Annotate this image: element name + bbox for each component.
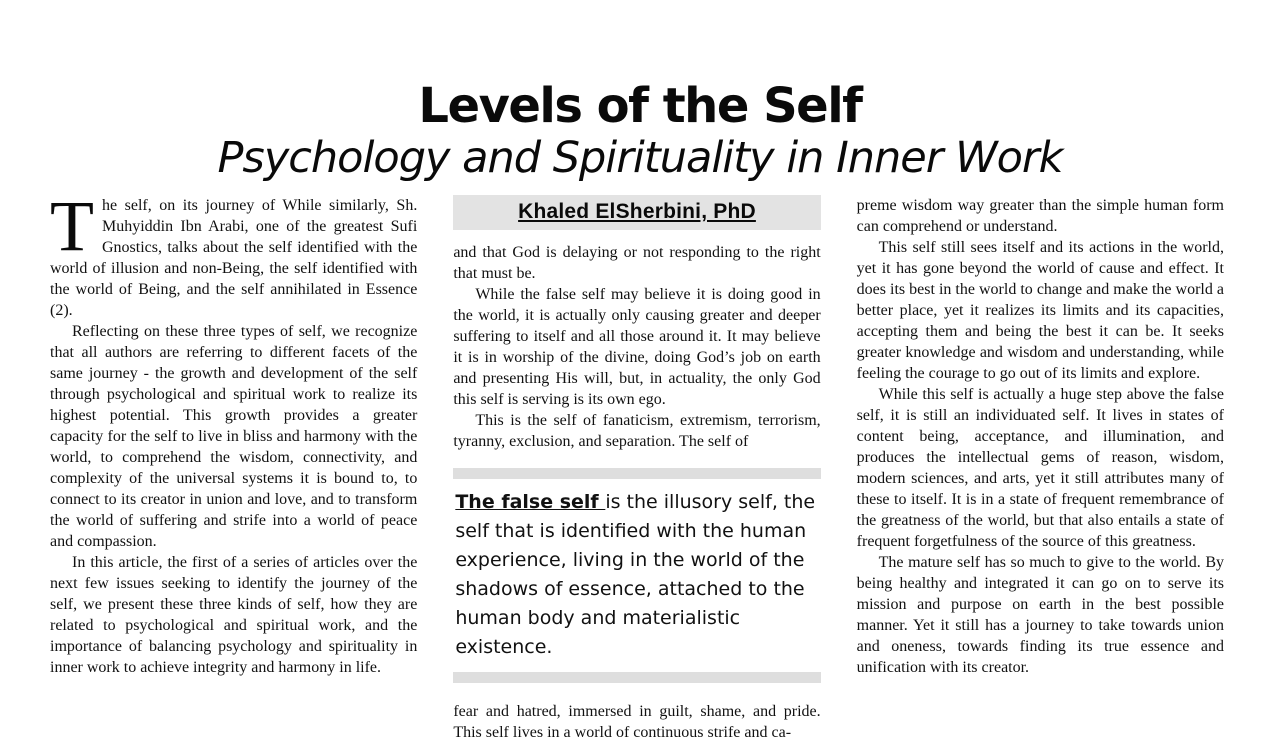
column-1 xyxy=(50,186,418,742)
pull-quote xyxy=(453,468,820,683)
paragraph: While this self is actually a huge step above the false self, it is still an individuated self. It lives in states of content being, acceptance, and illumination, and produces the intellectual gems of reason, wisdom, modern sciences, and arts, yet it still attributes many of these to itself. It is in a state of frequent remembrance of the greatness of the world, but that also entails a state of frequent forgetfulness of the source of this greatness. xyxy=(856,386,1224,551)
page-title: Levels of the Self xyxy=(418,78,862,134)
drop-cap: T xyxy=(50,186,94,267)
paragraph: This self still sees itself and its actions in the world, yet it has gone beyond the world of cause and effect. It does its best in the world to change and make the world a better place, yet it realizes its limits and its capacities, accepting them and being the best it can be. It seeks greater knowledge and wisdom and understanding, while feeling the courage to go out of its limits and explore. xyxy=(856,239,1224,383)
byline-box xyxy=(453,195,820,230)
pullquote-bottom-rule xyxy=(453,672,820,683)
paragraph: and that God is delaying or not responding to the right that must be. xyxy=(453,244,821,283)
pullquote-lead: The false self xyxy=(455,491,606,514)
column-2 xyxy=(453,195,820,742)
paragraph: preme wisdom way greater than the simple human form can comprehend or understand. xyxy=(856,197,1224,236)
article-header xyxy=(0,0,1280,181)
page-subtitle: Psychology and Spirituality in Inner Work xyxy=(217,133,1063,183)
paragraph-dropcap xyxy=(50,186,418,321)
paragraph-text: he self, on its journey of While similarly, Sh. Muhyiddin Ibn Arabi, one of the greatest Sufi Gnostics, talks about the self identified with the world of illusion and non-Being, the self identified with the world of Being, and the self annihilated in Essence (2). xyxy=(50,197,418,320)
article-columns xyxy=(0,181,1280,742)
paragraph: Reflecting on these three types of self, we recognize that all authors are referring to different facets of the same journey - the growth and development of the self through psychological and spiritual work to realize its highest potential. This growth provides a greater capacity for the self to live in bliss and harmony with the world, to comprehend the wisdom, connectivity, and complexity of the universal systems it is bound to, to connect to its creator in union and love, and to transform the world of suffering and strife into a world of peace and compassion. xyxy=(50,323,418,551)
pullquote-body: is the illusory self, the self that is identified with the human experience, living in the world of the shadows of essence, attached to the human body and materialistic existence. xyxy=(455,491,816,659)
paragraph: In this article, the first of a series of articles over the next few issues seeking to identify the journey of the self, we present these three kinds of self, how they are related to psychological and spiritual work, and the importance of balancing psychology and spirituality in inner work to achieve integrity and harmony in life. xyxy=(50,554,418,677)
paragraph: While the false self may believe it is doing good in the world, it is actually only causing greater and deeper suffering to itself and all those around it. It may believe it is in worship of the divine, doing God’s job on earth and presenting His will, but, in actuality, the only God this self is serving is its own ego. xyxy=(453,286,821,409)
paragraph: The mature self has so much to give to the world. By being healthy and integrated it can go on to serve its mission and purpose on earth in the best possible manner. Yet it still has a journey to take towards union and oneness, towards finding its true essence and unification with its creator. xyxy=(856,554,1224,677)
paragraph: fear and hatred, immersed in guilt, shame, and pride. This self lives in a world of continuous strife and ca- xyxy=(453,703,821,742)
column-3 xyxy=(857,195,1224,742)
pullquote-top-rule xyxy=(453,468,820,479)
paragraph: This is the self of fanaticism, extremism, terrorism, tyranny, exclusion, and separation. The self of xyxy=(453,412,821,451)
pullquote-text xyxy=(453,479,820,672)
byline-author: Khaled ElSherbini, PhD xyxy=(518,200,756,224)
